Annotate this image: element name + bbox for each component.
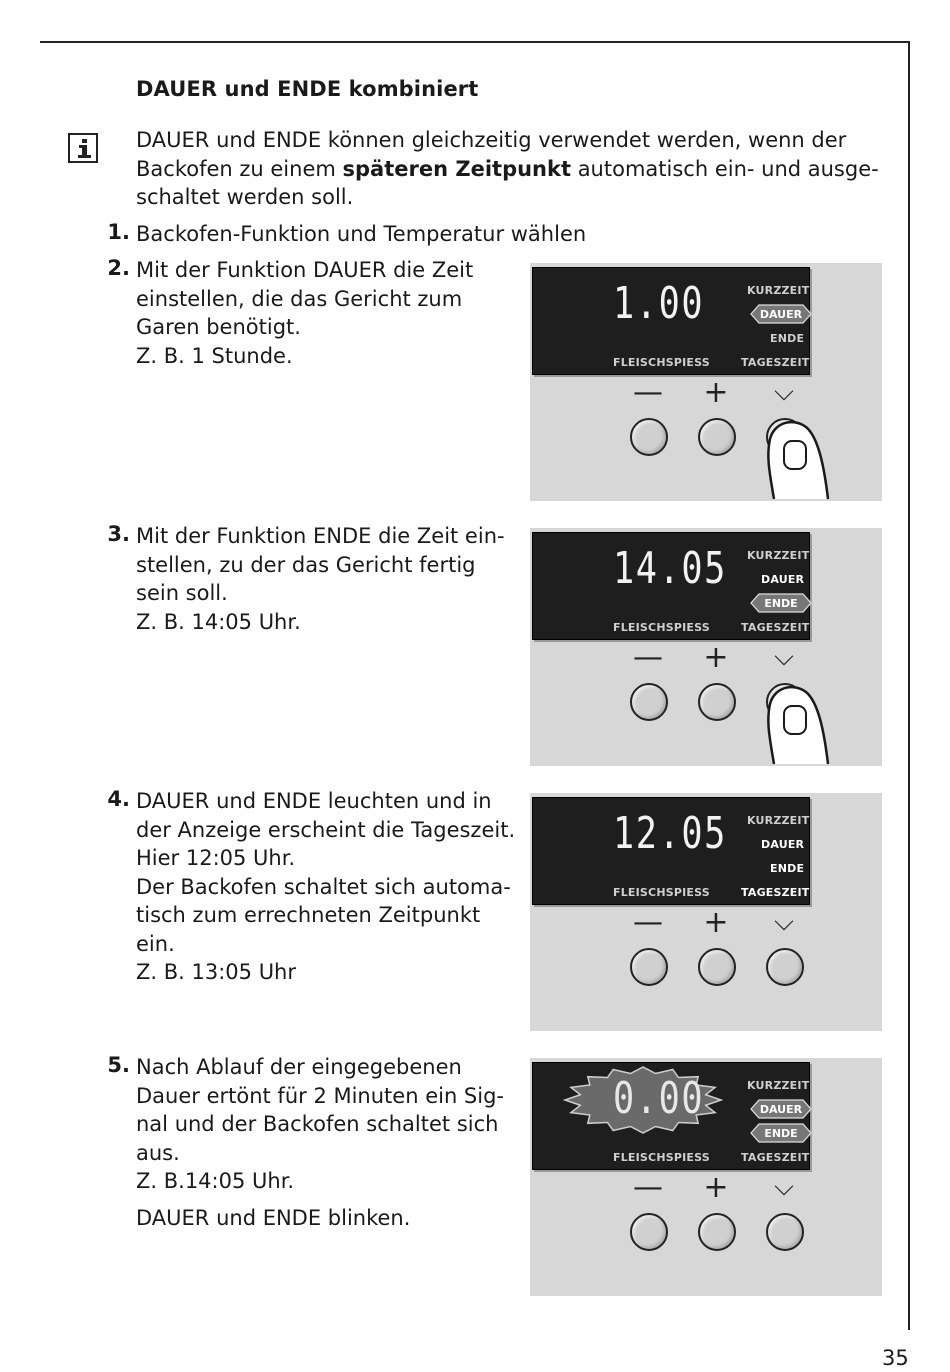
step-line: nal und der Backofen schaltet sich <box>136 1112 499 1136</box>
step-5-number: 5. <box>107 1053 130 1077</box>
step-line: Z. B. 13:05 Uhr <box>136 960 297 984</box>
info-icon <box>68 133 98 163</box>
select-symbol-icon: ⌵ <box>774 642 794 672</box>
dauer-badge <box>749 1098 813 1120</box>
right-rule <box>908 41 910 1330</box>
minus-button[interactable] <box>630 683 668 721</box>
minus-button[interactable] <box>630 948 668 986</box>
step-line: Hier 12:05 Uhr. <box>136 846 296 870</box>
display-digits: 1.00 <box>613 278 705 329</box>
step-3-number: 3. <box>107 522 130 546</box>
oven-control-panel <box>530 793 882 1031</box>
intro-part1: DAUER und ENDE können gleichzeitig verwendet werden, wenn der Backofen zu einem <box>136 128 847 181</box>
step-1-number: 1. <box>107 220 130 244</box>
tageszeit-label: TAGESZEIT <box>741 356 810 369</box>
ende-label: ENDE <box>764 597 798 610</box>
step-line: der Anzeige erscheint die Tageszeit. <box>136 817 516 842</box>
pressing-finger-icon <box>762 413 832 501</box>
step-2-number: 2. <box>107 256 130 280</box>
kurzzeit-label: KURZZEIT <box>747 284 810 297</box>
dauer-label: DAUER <box>761 573 805 586</box>
select-button[interactable] <box>766 948 804 986</box>
step-line: DAUER und ENDE leuchten und in <box>136 789 492 813</box>
section-heading: DAUER und ENDE kombiniert <box>136 77 479 101</box>
step-line: Backofen-Funktion und Temperatur wählen <box>136 222 587 246</box>
plus-button[interactable] <box>698 683 736 721</box>
tageszeit-label: TAGESZEIT <box>741 621 810 634</box>
kurzzeit-label: KURZZEIT <box>747 549 810 562</box>
select-symbol-icon: ⌵ <box>774 1172 794 1202</box>
minus-symbol-icon: — <box>633 375 663 410</box>
step-4-number: 4. <box>107 787 130 811</box>
step-line: ein. <box>136 931 175 956</box>
display-digits: 14.05 <box>613 543 727 594</box>
step-line: Z. B. 14:05 Uhr. <box>136 609 301 634</box>
ende-badge <box>749 1122 813 1144</box>
plus-button[interactable] <box>698 418 736 456</box>
intro-bold: späteren Zeitpunkt <box>342 156 572 181</box>
kurzzeit-label: KURZZEIT <box>747 814 810 827</box>
plus-symbol-icon: + <box>703 640 729 675</box>
step-line: Z. B. 1 Stunde. <box>136 343 293 368</box>
step-2-text <box>136 256 473 370</box>
oven-control-panel <box>530 1058 882 1296</box>
fleischspiess-label: FLEISCHSPIESS <box>613 1151 710 1164</box>
display-digits: 0.00 <box>613 1073 705 1124</box>
step-line: stellen, zu der das Gericht fertig <box>136 552 476 577</box>
step-line: einstellen, die das Gericht zum <box>136 286 463 311</box>
intro-text <box>136 126 886 212</box>
step-line: DAUER und ENDE blinken. <box>136 1205 411 1230</box>
minus-symbol-icon: — <box>633 905 663 940</box>
dauer-label: DAUER <box>759 1103 803 1116</box>
oven-display <box>532 797 810 905</box>
step-line: sein soll. <box>136 581 228 605</box>
step-5-text <box>136 1053 504 1232</box>
intro-part2: automatisch ein- und ausge-schaltet werden soll. <box>136 156 879 209</box>
oven-display <box>532 267 810 375</box>
select-symbol-icon: ⌵ <box>774 377 794 407</box>
page-number: 35 <box>882 1346 909 1370</box>
step-line: Z. B.14:05 Uhr. <box>136 1169 295 1193</box>
ende-label: ENDE <box>770 332 805 345</box>
step-line: Mit der Funktion DAUER die Zeit <box>136 258 474 282</box>
select-button[interactable] <box>766 1213 804 1251</box>
fleischspiess-label: FLEISCHSPIESS <box>613 621 710 634</box>
ende-badge <box>749 592 813 614</box>
select-symbol-icon: ⌵ <box>774 907 794 937</box>
fleischspiess-label: FLEISCHSPIESS <box>613 356 710 369</box>
tageszeit-label: TAGESZEIT <box>741 1151 810 1164</box>
minus-button[interactable] <box>630 1213 668 1251</box>
ende-label: ENDE <box>764 1127 798 1140</box>
step-line: Garen benötigt. <box>136 315 301 339</box>
top-rule <box>40 41 909 43</box>
step-line: Mit der Funktion ENDE die Zeit ein- <box>136 524 505 548</box>
display-digits: 12.05 <box>613 808 727 859</box>
tageszeit-label: TAGESZEIT <box>741 886 810 899</box>
dauer-label: DAUER <box>761 838 805 851</box>
step-line: aus. <box>136 1140 180 1165</box>
plus-button[interactable] <box>698 948 736 986</box>
step-3-text <box>136 522 505 636</box>
fleischspiess-label: FLEISCHSPIESS <box>613 886 710 899</box>
step-4-text <box>136 787 515 987</box>
minus-button[interactable] <box>630 418 668 456</box>
plus-symbol-icon: + <box>703 905 729 940</box>
dauer-label: DAUER <box>759 308 803 321</box>
oven-control-panel <box>530 263 882 501</box>
step-line: Dauer ertönt für 2 Minuten ein Sig- <box>136 1083 505 1108</box>
step-1-text <box>136 220 586 249</box>
oven-control-panel <box>530 528 882 766</box>
step-line: Der Backofen schaltet sich automa- <box>136 874 511 899</box>
plus-symbol-icon: + <box>703 375 729 410</box>
ende-label: ENDE <box>770 862 805 875</box>
kurzzeit-label: KURZZEIT <box>747 1079 810 1092</box>
pressing-finger-icon <box>762 678 832 766</box>
minus-symbol-icon: — <box>633 640 663 675</box>
dauer-badge <box>749 303 813 325</box>
plus-symbol-icon: + <box>703 1170 729 1205</box>
step-line: Nach Ablauf der eingegebenen <box>136 1055 462 1079</box>
oven-display <box>532 532 810 640</box>
oven-display <box>532 1062 810 1170</box>
step-line: tisch zum errechneten Zeitpunkt <box>136 903 481 927</box>
plus-button[interactable] <box>698 1213 736 1251</box>
minus-symbol-icon: — <box>633 1170 663 1205</box>
